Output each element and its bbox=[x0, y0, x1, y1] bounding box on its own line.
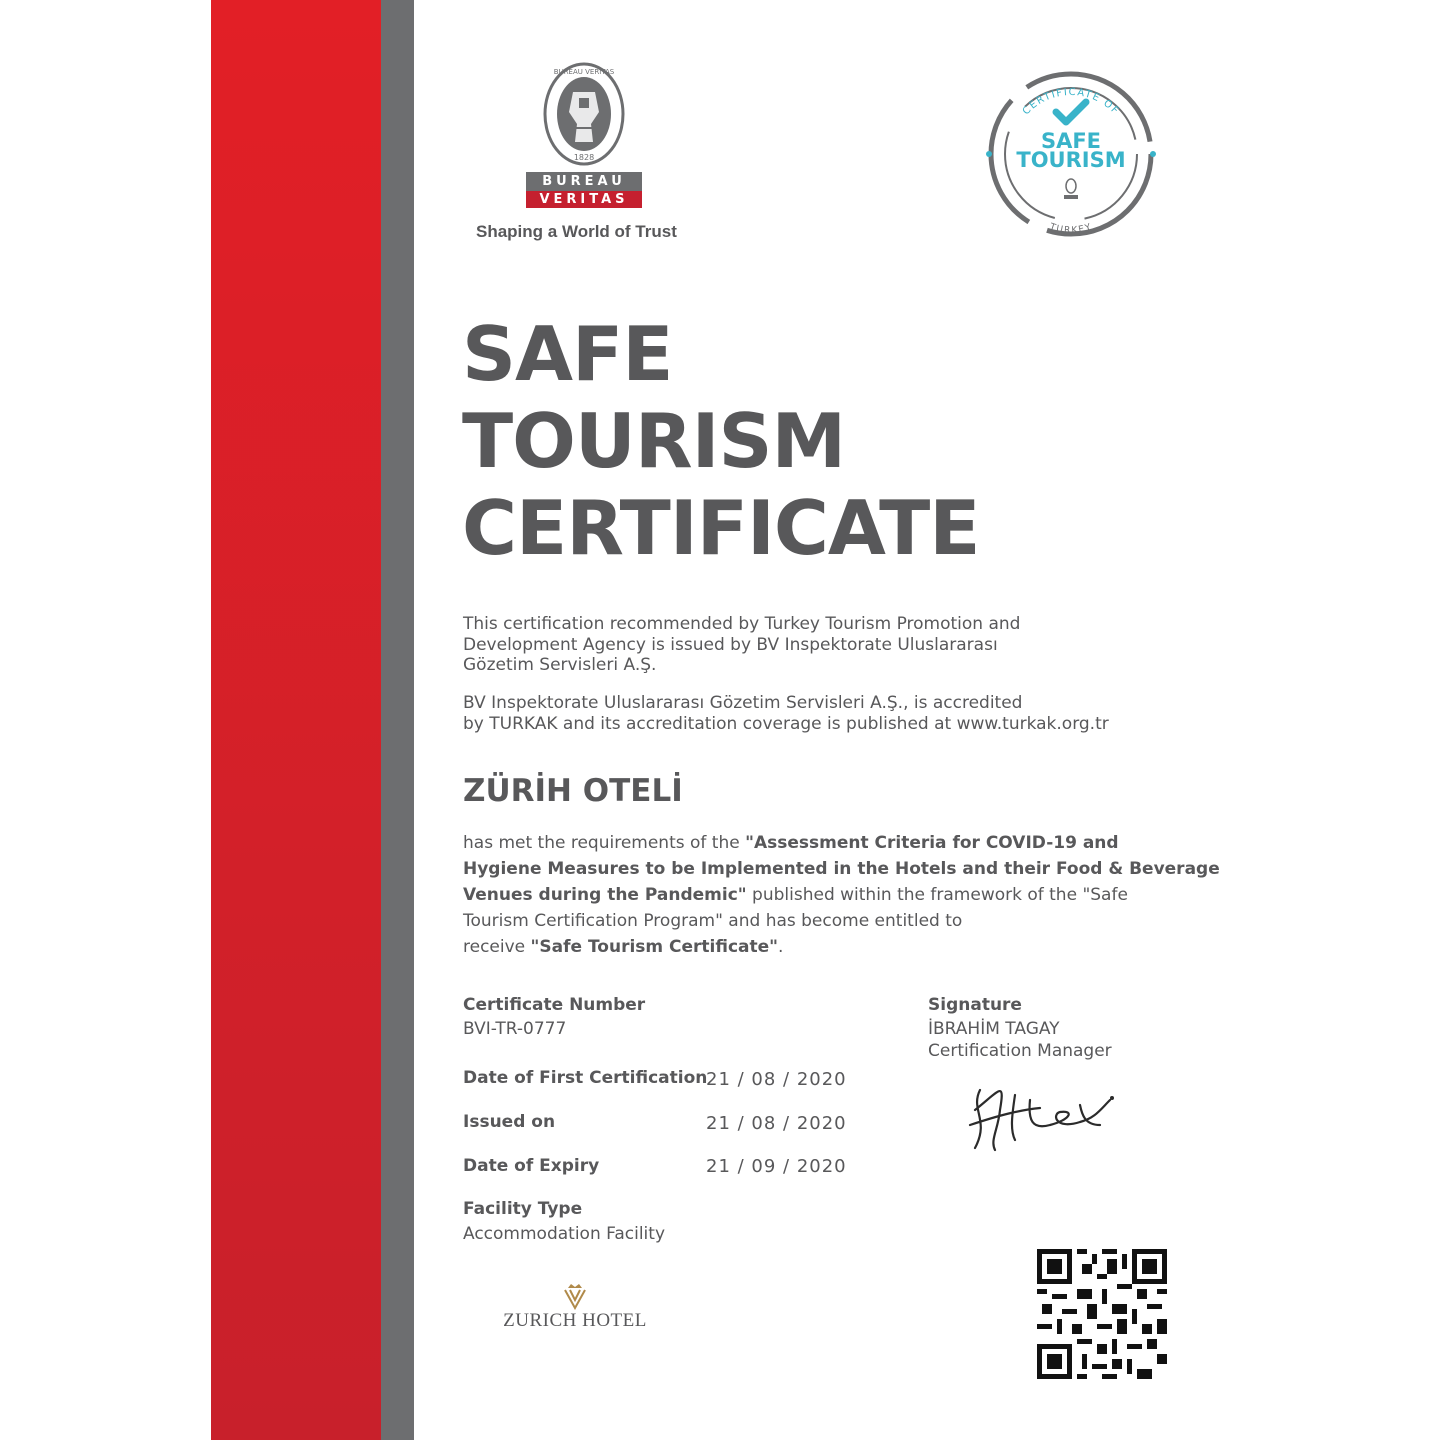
intro-paragraph-1 bbox=[463, 614, 1020, 676]
intro-p1-line: This certification recommended by Turkey Tourism Promotion and bbox=[463, 614, 1021, 634]
red-side-band bbox=[211, 0, 381, 1440]
bureau-veritas-logo bbox=[470, 62, 700, 252]
qr-code-icon bbox=[1037, 1249, 1167, 1379]
title-line-2: TOURISM bbox=[462, 397, 846, 485]
requirements-paragraph bbox=[463, 830, 1220, 960]
certificate-number-label: Certificate Number bbox=[463, 995, 646, 1015]
badge-ring-top: CERTIFICATE OF bbox=[1020, 86, 1122, 118]
intro-paragraph-2 bbox=[463, 693, 1109, 734]
zurich-hotel-name: ZURICH HOTEL bbox=[503, 1310, 647, 1331]
req-text: receive bbox=[463, 937, 531, 957]
bv-name-line2: VERITAS bbox=[526, 191, 642, 208]
intro-p1-line: Development Agency is issued by BV Inspektorate Uluslararası bbox=[463, 634, 998, 655]
title-line-3: CERTIFICATE bbox=[462, 484, 980, 572]
first-certification-value: 21 / 08 / 2020 bbox=[706, 1069, 847, 1090]
req-bold-text: "Assessment Criteria for COVID-19 and bbox=[745, 833, 1119, 853]
bv-tagline: Shaping a World of Trust bbox=[476, 222, 677, 241]
seal-ring-text: BUREAU VERITAS bbox=[553, 68, 615, 76]
title-line-1: SAFE bbox=[462, 310, 673, 398]
issued-on-value: 21 / 08 / 2020 bbox=[706, 1113, 847, 1134]
req-bold-text: "Safe Tourism Certificate" bbox=[530, 937, 779, 957]
badge-ring-bottom: TURKEY bbox=[1048, 222, 1094, 236]
first-certification-label: Date of First Certification bbox=[463, 1068, 708, 1088]
badge-safe-text: SAFE bbox=[1040, 129, 1102, 153]
seal-year: 1828 bbox=[573, 153, 595, 162]
req-bold-text: Venues during the Pandemic" bbox=[463, 885, 747, 905]
bureau-veritas-wordmark bbox=[526, 172, 642, 208]
req-text: . bbox=[778, 937, 784, 957]
req-text: Tourism Certification Program" and has become entitled to bbox=[463, 911, 963, 931]
intro-p2-line: by TURKAK and its accreditation coverage is published at www.turkak.org.tr bbox=[463, 713, 1109, 734]
expiry-label: Date of Expiry bbox=[463, 1156, 600, 1176]
zurich-hotel-logo bbox=[500, 1282, 650, 1342]
bureau-veritas-seal-icon bbox=[543, 62, 625, 166]
signatory-role: Certification Manager bbox=[928, 1041, 1112, 1061]
intro-p2-line: BV Inspektorate Uluslararası Gözetim Servisleri A.Ş., is accredited bbox=[463, 693, 1023, 713]
certificate-number-value: BVI-TR-0777 bbox=[463, 1019, 567, 1039]
badge-tourism-text: TOURISM bbox=[1016, 148, 1126, 172]
signatory-name: İBRAHİM TAGAY bbox=[928, 1019, 1060, 1039]
intro-p1-line: Gözetim Servisleri A.Ş. bbox=[463, 655, 657, 675]
handwritten-signature-icon bbox=[960, 1070, 1130, 1160]
zurich-crest-icon bbox=[560, 1282, 590, 1310]
safe-tourism-badge-icon bbox=[982, 62, 1160, 246]
signature-label: Signature bbox=[928, 995, 1022, 1015]
expiry-value: 21 / 09 / 2020 bbox=[706, 1156, 847, 1177]
req-text: has met the requirements of the bbox=[463, 833, 746, 853]
req-text: published within the framework of the "Safe bbox=[746, 885, 1128, 905]
grey-side-band bbox=[381, 0, 414, 1440]
facility-type-value: Accommodation Facility bbox=[463, 1224, 665, 1244]
issued-on-label: Issued on bbox=[463, 1112, 556, 1132]
req-bold-text: Hygiene Measures to be Implemented in the Hotels and their Food & Beverage bbox=[463, 859, 1220, 879]
hotel-name: ZÜRİH OTELİ bbox=[463, 773, 683, 809]
facility-type-label: Facility Type bbox=[463, 1199, 583, 1219]
bv-name-line1: BUREAU bbox=[526, 172, 642, 191]
